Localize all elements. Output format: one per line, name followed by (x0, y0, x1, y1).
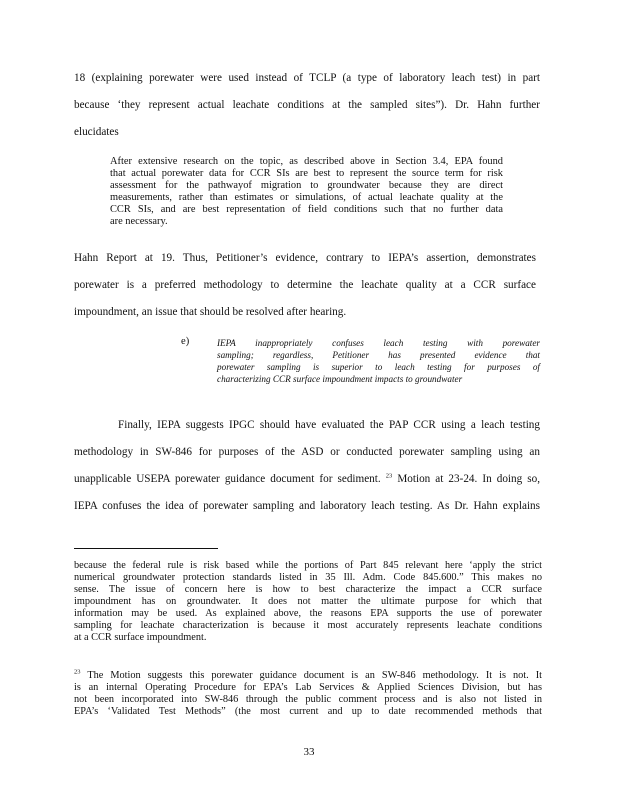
body-line: elucidates (74, 126, 119, 138)
footnote-line: because the federal rule is risk based while the portions of Part 845 relevant here ‘apply the strict (74, 560, 542, 571)
body-line: methodology in SW-846 for purposes of the ASD or conducted porewater sampling using an (74, 446, 540, 458)
section-heading-line: sampling; regardless, Petitioner has presented evidence that (217, 350, 540, 360)
footnote-reference[interactable]: 23 (385, 472, 393, 480)
body-text: unapplicable USEPA porewater guidance document for sediment. (74, 473, 381, 485)
body-line: IEPA confuses the idea of porewater sampling and laboratory leach testing. As Dr. Hahn explains (74, 500, 540, 512)
footnote-line: information may be used. As explained above, the reasons EPA supports the use of porewater (74, 608, 542, 619)
footnote-line: impoundment has on groundwater. It does not matter the ultimate purpose for which that (74, 596, 542, 607)
footnote-line: is an internal Operating Procedure for EPA’s Lab Services & Applied Sciences Division, but has (74, 682, 542, 693)
body-text: Motion at 23-24. In doing so, (397, 473, 541, 485)
body-line: Finally, IEPA suggests IPGC should have evaluated the PAP CCR using a leach testing (118, 419, 540, 431)
section-heading-line: IEPA inappropriately confuses leach testing with porewater (217, 338, 540, 348)
block-quote-line: After extensive research on the topic, as described above in Section 3.4, EPA found (110, 156, 503, 167)
block-quote-line: assessment for the pathwayof migration to groundwater because they are direct (110, 180, 503, 191)
footnote-line: not been incorporated into SW-846 through the public comment process and is also not listed in (74, 694, 542, 705)
footnote-line: sense. The issue of concern here is how to best characterize the impact a CCR surface (74, 584, 542, 595)
body-line: porewater is a preferred methodology to determine the leachate quality at a CCR surface (74, 279, 536, 291)
body-line (74, 473, 540, 486)
footnote-number: 23 (74, 668, 81, 676)
footnote-line: numerical groundwater protection standards listed in 35 Ill. Adm. Code 845.600.” This makes no (74, 572, 542, 583)
footnote-line: sampling for leachate characterization is because it most accurately represents leachate conditions (74, 620, 542, 631)
footnote-line (74, 670, 542, 682)
section-heading-line: porewater sampling is superior to leach testing for purposes of (217, 362, 540, 372)
block-quote-line: measurements, rather than estimates or simulations, of actual leachate quality at the (110, 192, 503, 203)
body-line: because ‘they represent actual leachate conditions at the sampled sites”). Dr. Hahn further (74, 99, 540, 111)
body-line: 18 (explaining porewater were used instead of TCLP (a type of laboratory leach test) in part (74, 72, 540, 84)
section-heading-label: e) (181, 336, 190, 347)
page-number: 33 (303, 746, 315, 758)
section-heading-line: characterizing CCR surface impoundment impacts to groundwater (217, 374, 463, 384)
block-quote-line: CCR SIs, and are best representation of field conditions such that no further data (110, 204, 503, 215)
body-line: impoundment, an issue that should be resolved after hearing. (74, 306, 347, 318)
footnote-separator (74, 548, 218, 549)
footnote-line: EPA’s ‘Validated Test Methods” (the most current and up to date recommended methods that (74, 706, 542, 717)
footnote-text: The Motion suggests this porewater guidance document is an SW-846 methodology. It is not. It (87, 670, 543, 681)
block-quote-line: are necessary. (110, 216, 168, 227)
block-quote-line: that actual porewater data for CCR SIs are best to represent the source term for risk (110, 168, 503, 179)
footnote-line: at a CCR surface impoundment. (74, 632, 207, 643)
body-line: Hahn Report at 19. Thus, Petitioner’s evidence, contrary to IEPA’s assertion, demonstrates (74, 252, 536, 264)
